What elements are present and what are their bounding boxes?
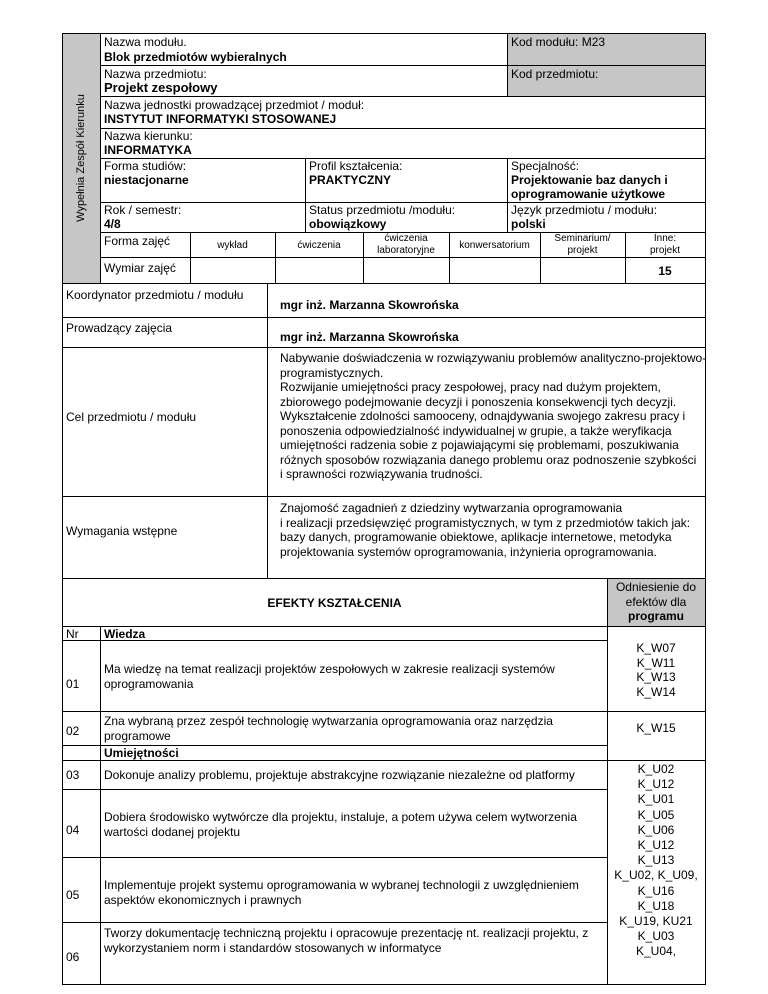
cel-text: Nabywanie doświadczenia w rozwiązywaniu problemów analityczno-projektowo- programistycznych. Rozwijanie umiejętności pracy zespołowej, pracy nad dużym projektem, zbiorowego podejmowanie decyzji i ponoszenia konsekwencji tych decyzji. Wykształcenie zdolności samooceny, odnajdywania swojego zakresu pracy i ponoszenia odpowiedzialność indywidualnej w grupie, a także weryfikacja umiejętności radzenia sobie z pojawiającymi się problemami, poszukiwania różnych sposobów rozwiązania danego problemu oraz podnoszenie szybkości i sprawności rozwiązywania trudności. [280, 351, 707, 481]
rok-value: 4/8 [104, 217, 121, 231]
wiedza-header: Wiedza [104, 627, 146, 641]
row-01-nr: 01 [66, 677, 80, 691]
specjalnosc-value-2: oprogramowanie użytkowe [511, 187, 666, 201]
wymiar-label: Wymiar zajęć [104, 261, 176, 275]
odniesienie-header: Odniesienie do efektów dla programu [615, 580, 697, 623]
row-03-nr: 03 [66, 768, 80, 782]
row-03-text: Dokonuje analizy problemu, projektuje abstrakcyjne rozwiązanie niezależne od platformy [104, 768, 575, 782]
rok-label: Rok / semestr: [104, 203, 182, 217]
koordynator-label: Koordynator przedmiotu / modułu [66, 288, 244, 302]
side-label: Wypełnia Zespół Kierunku [75, 94, 87, 222]
form-inne-2: projekt [649, 245, 680, 256]
przedmiot-label: Nazwa przedmiotu: [104, 67, 207, 81]
wymagania-text: Znajomość zagadnień z dziedziny wytwarzania oprogramowania i realizacji przedsięwzięć programistycznych, w tym z przedmiotów takich jak: bazy danych, programowanie obiektowe, aplikacje internetowe, metodyka projektowania systemów oprogramowania, inżynieria oprogramowania. [280, 501, 691, 559]
form-lab-1: ćwiczenia [384, 233, 428, 244]
row-02-nr: 02 [66, 724, 80, 738]
przedmiot-value: Projekt zespołowy [104, 80, 218, 95]
forma-studiow-label: Forma studiów: [104, 159, 187, 173]
umiej-refs: K_U02 K_U12 K_U01 K_U05 K_U06 K_U12 K_U13 K_U02, K_U09, K_U16 K_U18 K_U19, KU21 K_U03 K_U04, [614, 762, 698, 959]
profil-label: Profil kształcenia: [309, 159, 403, 173]
specjalnosc-value-1: Projektowanie baz danych i [511, 173, 668, 187]
wymiar-inne-value: 15 [658, 264, 672, 278]
umiejetnosci-header: Umiejętności [104, 746, 179, 760]
row-02-refs: K_W15 [636, 721, 676, 735]
jezyk-label: Język przedmiotu / modułu: [511, 203, 658, 217]
koordynator-value: mgr inż. Marzanna Skowrońska [280, 298, 459, 312]
jednostka-label: Nazwa jednostki prowadzącej przedmiot / moduł: [104, 98, 365, 112]
row-01-text: Ma wiedzę na temat realizacji projektów zespołowych w zakresie realizacji systemów oprogramowania [104, 662, 555, 691]
form-seminarium-1: Seminarium/ [554, 233, 611, 244]
row-01-refs: K_W07 K_W11 K_W13 K_W14 [636, 641, 676, 699]
form-seminarium-2: projekt [567, 245, 598, 256]
prowadzacy-label: Prowadzący zajęcia [66, 321, 173, 335]
kierunek-label: Nazwa kierunku: [104, 129, 193, 143]
jezyk-value: polski [511, 217, 546, 231]
row-04-text: Dobiera środowisko wytwórcze dla projektu, instaluje, a potem używa celem wytworzenia wartości dodanej projektu [104, 810, 577, 839]
form-inne-1: Inne: [653, 233, 677, 244]
form-wyklad: wykład [217, 240, 248, 251]
row-06-text: Tworzy dokumentację techniczną projektu i opracowuje prezentację nt. realizacji projektu, z wykorzystaniem norm i standardów stosowanych w informatyce [104, 926, 589, 955]
status-label: Status przedmiotu /modułu: [309, 203, 456, 217]
prowadzacy-value: mgr inż. Marzanna Skowrońska [280, 330, 459, 344]
form-konwersatorium: konwersatorium [459, 240, 530, 251]
efekty-title: EFEKTY KSZTAŁCENIA [267, 596, 402, 610]
row-02-text: Zna wybraną przez zespół technologię wytwarzania oprogramowania oraz narzędzia programowe [104, 714, 553, 743]
row-04-nr: 04 [66, 823, 80, 837]
jednostka-value: INSTYTUT INFORMATYKI STOSOWANEJ [104, 112, 337, 126]
specjalnosc-label: Specjalność: [511, 159, 580, 173]
modul-label: Nazwa modułu. [104, 35, 187, 49]
profil-value: PRAKTYCZNY [309, 173, 392, 187]
nr-header: Nr [66, 627, 79, 641]
form-lab-2: laboratoryjne [377, 245, 435, 256]
status-value: obowiązkowy [309, 217, 387, 231]
modul-value: Blok przedmiotów wybieralnych [104, 50, 287, 64]
row-05-text: Implementuje projekt systemu oprogramowania w wybranej technologii z uwzględnieniem aspektów ekonomicznych i prawnych [104, 878, 579, 907]
cel-label: Cel przedmiotu / modułu [66, 410, 197, 424]
forma-zajec-label: Forma zajęć [104, 234, 171, 248]
kierunek-value: INFORMATYKA [104, 143, 192, 157]
row-06-nr: 06 [66, 950, 80, 964]
kod-przedmiotu: Kod przedmiotu: [511, 67, 599, 81]
kod-modulu: Kod modułu: M23 [511, 35, 606, 49]
form-cwiczenia: ćwiczenia [297, 240, 341, 251]
forma-studiow-value: niestacjonarne [104, 173, 189, 187]
row-05-nr: 05 [66, 888, 80, 902]
wymagania-label: Wymagania wstępne [66, 524, 178, 538]
